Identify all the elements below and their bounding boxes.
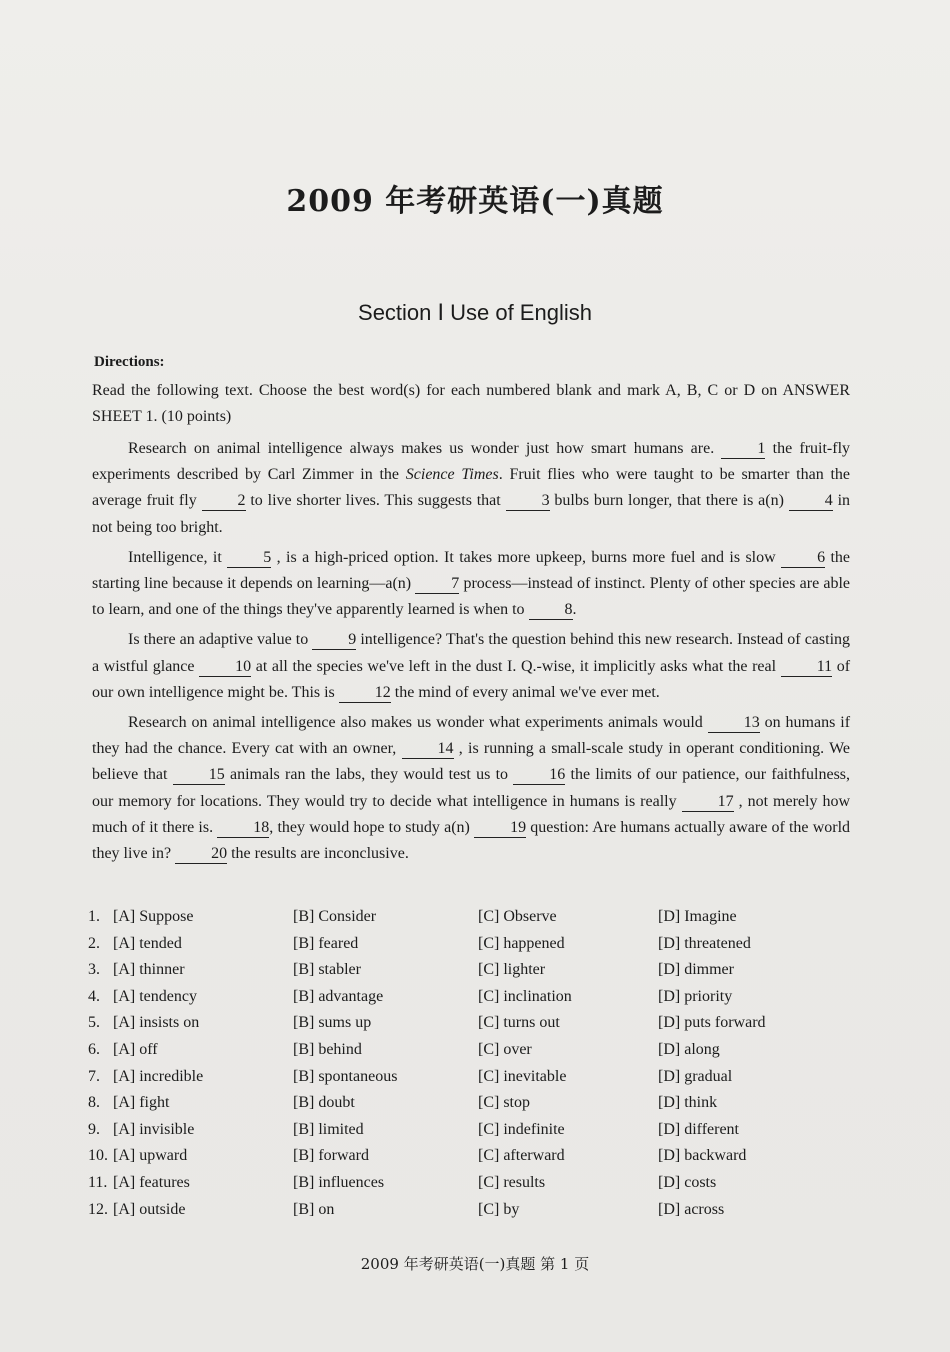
paragraph-4: Research on animal intelligence also makes us wonder what experiments animals would 13 on humans if they had the chance. Every cat with an owner, 14 , is running a small-scale study in operant conditioning. We believe that 15 animals ran the labs, they would test us to 16 the limits of our patience, our faithfulness, our memory for locations. They would try to decide what intelligence in humans is really 17 , not merely how much of it there is. 18, they would hope to study a(n) 19 question: Are humans actually aware of the world they live in? 20 the results are inconclusive. <box>92 714 851 863</box>
choice-d: [D] along <box>658 1040 720 1058</box>
page-footer: 2009 年考研英语(一)真题 第 1 页 <box>360 1255 590 1273</box>
blank-17: 17 <box>682 793 734 812</box>
page-title: 2009 年考研英语(一)真题 <box>286 184 664 219</box>
choice-a: [A] Suppose <box>113 908 194 925</box>
choice-d: [D] costs <box>658 1173 717 1191</box>
blank-10: 10 <box>199 658 251 677</box>
blank-7: 7 <box>415 575 459 594</box>
choice-d: [D] dimmer <box>658 961 734 979</box>
choice-d: [D] puts forward <box>658 1014 766 1032</box>
option-row <box>88 906 868 933</box>
choice-a: [A] features <box>113 1173 190 1191</box>
choice-d: [D] different <box>658 1120 739 1138</box>
blank-14: 14 <box>402 740 454 759</box>
question-number: 6. <box>88 1040 100 1058</box>
blank-16: 16 <box>513 766 565 785</box>
option-row <box>88 1012 868 1039</box>
blank-4: 4 <box>789 492 833 511</box>
choice-b: [B] stabler <box>293 961 361 979</box>
choice-b: [B] on <box>293 1200 335 1218</box>
choice-d: [D] Imagine <box>658 908 737 925</box>
blank-18: 18 <box>217 819 269 838</box>
choice-a: [A] fight <box>113 1094 170 1112</box>
question-number: 5. <box>88 1014 100 1032</box>
paragraph-1: Research on animal intelligence always makes us wonder just how smart humans are. 1 the fruit-fly experiments described by Carl Zimmer in the Science Times. Fruit flies who were taught to be smarter than the average fruit fly 2 to live shorter lives. This suggests that 3 bulbs burn longer, that there is a(n) 4 in not being too bright. <box>92 440 851 536</box>
choice-a: [A] invisible <box>113 1120 195 1138</box>
blank-12: 12 <box>339 684 391 703</box>
question-number: 10. <box>88 1147 108 1165</box>
choice-a: [A] off <box>113 1040 158 1058</box>
choice-a: [A] incredible <box>113 1067 204 1085</box>
choice-b: [B] feared <box>293 934 359 952</box>
publication-title: Science Times <box>405 466 499 484</box>
question-number: 11. <box>88 1173 108 1191</box>
section-heading: Section Ⅰ Use of English <box>358 300 592 325</box>
choice-b: [B] influences <box>293 1173 385 1191</box>
choice-d: [D] across <box>658 1200 725 1218</box>
choice-d: [D] think <box>658 1094 718 1112</box>
option-row <box>88 986 868 1013</box>
choice-a: [A] thinner <box>113 961 185 979</box>
option-row <box>88 959 868 986</box>
choice-c: [C] inevitable <box>478 1067 567 1085</box>
blank-11: 11 <box>781 658 832 677</box>
blank-3: 3 <box>506 492 550 511</box>
choice-a: [A] tendency <box>113 987 197 1005</box>
choice-c: [C] indefinite <box>478 1120 565 1138</box>
choice-a: [A] upward <box>113 1147 188 1165</box>
choice-c: [C] inclination <box>478 987 572 1005</box>
blank-9: 9 <box>312 631 356 650</box>
choice-c: [C] Observe <box>478 908 557 925</box>
choice-d: [D] priority <box>658 987 733 1005</box>
choice-b: [B] doubt <box>293 1094 355 1112</box>
choice-d: [D] backward <box>658 1147 747 1165</box>
choice-b: [B] spontaneous <box>293 1067 398 1085</box>
blank-1: 1 <box>721 440 765 459</box>
choice-a: [A] insists on <box>113 1014 200 1032</box>
blank-5: 5 <box>227 549 271 568</box>
choice-d: [D] gradual <box>658 1067 733 1085</box>
choice-a: [A] outside <box>113 1200 186 1218</box>
question-number: 9. <box>88 1120 100 1138</box>
option-row <box>88 933 868 960</box>
question-number: 7. <box>88 1067 100 1085</box>
choice-c: [C] happened <box>478 934 565 952</box>
choice-c: [C] results <box>478 1173 546 1191</box>
choice-b: [B] limited <box>293 1120 364 1138</box>
choice-b: [B] Consider <box>293 908 377 925</box>
directions-text <box>92 378 850 430</box>
question-number: 4. <box>88 987 100 1005</box>
question-number: 2. <box>88 934 100 952</box>
question-number: 3. <box>88 961 100 979</box>
choice-b: [B] forward <box>293 1147 369 1165</box>
choice-a: [A] tended <box>113 934 182 952</box>
question-number: 1. <box>88 908 100 925</box>
option-row <box>88 1145 868 1172</box>
option-row <box>88 1172 868 1199</box>
option-row <box>88 1039 868 1066</box>
choice-c: [C] lighter <box>478 961 546 979</box>
directions-label: Directions: <box>94 354 165 370</box>
blank-8: 8 <box>529 601 573 620</box>
paragraph-3: Is there an adaptive value to 9 intelligence? That's the question behind this new research. Instead of casting a wistful glance 10 at all the species we've left in the dust I. Q.-wise, it implicitly asks what the real 11 of our own intelligence might be. This is 12 the mind of every animal we've ever met. <box>92 631 851 701</box>
option-row <box>88 1119 868 1146</box>
paragraph-2: Intelligence, it 5 , is a high-priced option. It takes more upkeep, burns more fuel and is slow 6 the starting line because it depends on learning—a(n) 7 process—instead of instinct. Plenty of other species are able to learn, and one of the things they've apparently learned is when to 8. <box>92 548 851 619</box>
choice-c: [C] over <box>478 1040 532 1058</box>
choice-b: [B] sums up <box>293 1014 372 1032</box>
blank-15: 15 <box>173 766 225 785</box>
choice-d: [D] threatened <box>658 934 751 952</box>
blank-2: 2 <box>202 492 246 511</box>
choice-c: [C] by <box>478 1200 520 1218</box>
choice-c: [C] stop <box>478 1094 530 1112</box>
question-number: 12. <box>88 1200 108 1218</box>
choice-b: [B] advantage <box>293 987 384 1005</box>
choice-c: [C] afterward <box>478 1147 565 1165</box>
answer-options <box>88 906 868 1225</box>
option-row <box>88 1066 868 1093</box>
blank-19: 19 <box>474 819 526 838</box>
blank-20: 20 <box>175 845 227 864</box>
passage <box>92 436 850 867</box>
option-row <box>88 1092 868 1119</box>
directions-body: Read the following text. Choose the best word(s) for each numbered blank and mark A, B, C or D on ANSWER SHEET 1. (10 points) <box>92 382 850 426</box>
choice-c: [C] turns out <box>478 1014 560 1032</box>
option-row <box>88 1199 868 1226</box>
choice-b: [B] behind <box>293 1040 362 1058</box>
question-number: 8. <box>88 1094 100 1112</box>
blank-13: 13 <box>708 714 760 733</box>
blank-6: 6 <box>781 549 825 568</box>
